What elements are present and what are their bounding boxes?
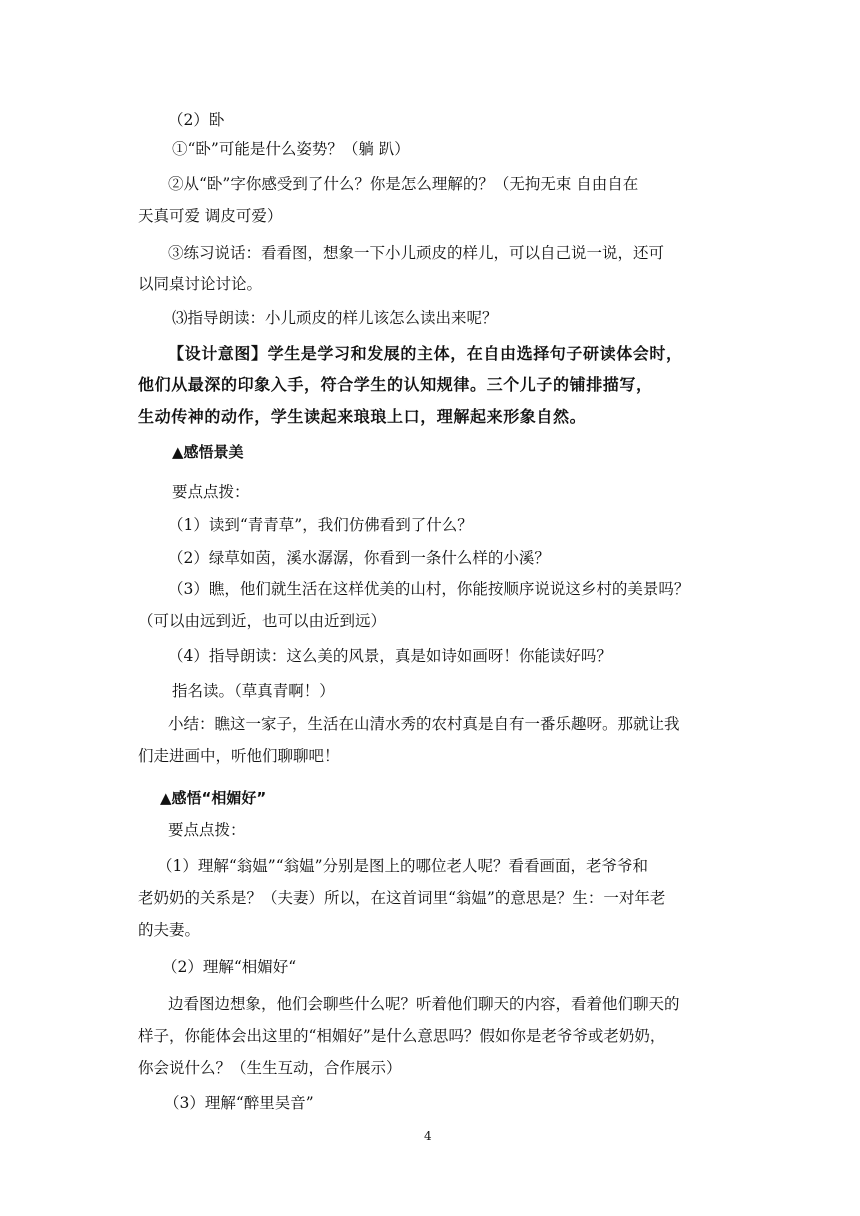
heading-xiangmeihao: ▲感悟“相媚好” <box>160 789 267 807</box>
design-intent-line2: 他们从最深的印象入手，符合学生的认知规律。三个儿子的铺排描写， <box>138 375 653 394</box>
key-points-label-2: 要点点拨： <box>168 821 246 839</box>
point-wengao-line2: 老奶奶的关系是？（夫妻）所以，在这首词里“翁媪”的意思是？生：一对年老 <box>138 889 666 907</box>
named-reading: 指名读。（草真青啊！） <box>172 682 335 700</box>
point-xiangmeihao-heading: （2）理解“相媚好“ <box>162 958 297 976</box>
section-heading-wo: （2）卧 <box>168 111 225 129</box>
point-zuili-wuyin: （3）理解“醉里吴音” <box>164 1094 314 1112</box>
imagine-line3: 你会说什么？（生生互动，合作展示） <box>138 1059 402 1077</box>
summary-line2: 们走进画中，听他们聊聊吧！ <box>138 747 340 765</box>
question-feeling-line2: 天真可爱 调皮可爱） <box>138 207 283 225</box>
key-points-label-1: 要点点拨： <box>172 483 250 501</box>
design-intent-line1: 【设计意图】学生是学习和发展的主体，在自由选择句子研读体会时， <box>168 344 683 363</box>
summary-line1: 小结：瞧这一家子，生活在山清水秀的农村真是自有一番乐趣呀。那就让我 <box>168 715 680 733</box>
speaking-practice-line1: ③练习说话：看看图，想象一下小儿顽皮的样儿，可以自己说一说，还可 <box>168 244 665 262</box>
page-number: 4 <box>424 1129 432 1143</box>
point-wengao-line1: （1）理解“翁媪”“翁媪”分别是图上的哪位老人呢？看看画面，老爷爷和 <box>157 857 649 875</box>
imagine-line1: 边看图边想象，他们会聊些什么呢？听着他们聊天的内容，看着他们聊天的 <box>168 995 680 1013</box>
design-intent-line3: 生动传神的动作，学生读起来琅琅上口，理解起来形象自然。 <box>138 407 587 426</box>
question-feeling-line1: ②从“卧”字你感受到了什么？你是怎么理解的？（无拘无束 自由自在 <box>168 175 639 193</box>
imagine-line2: 样子，你能体会出这里的“相媚好”是什么意思吗？假如你是老爷爷或老奶奶， <box>138 1027 666 1045</box>
speaking-practice-line2: 以同桌讨论讨论。 <box>138 275 263 293</box>
point-stream: （2）绿草如茵，溪水潺潺，你看到一条什么样的小溪？ <box>168 549 550 567</box>
point-village-line2: （可以由远到近，也可以由近到远） <box>138 612 387 630</box>
point-village-line1: （3）瞧，他们就生活在这样优美的山村，你能按顺序说说这乡村的美景吗？ <box>168 580 690 598</box>
question-posture: ①“卧”可能是什么姿势？（躺 趴） <box>172 140 410 158</box>
heading-scenery: ▲感悟景美 <box>172 443 244 461</box>
point-green-grass: （1）读到“青青草”，我们仿佛看到了什么？ <box>168 516 473 534</box>
point-wengao-line3: 的夫妻。 <box>138 921 201 939</box>
point-reading: （4）指导朗读：这么美的风景，真是如诗如画呀！你能读好吗？ <box>168 647 612 665</box>
reading-guidance: ⑶指导朗读：小儿顽皮的样儿该怎么读出来呢？ <box>172 309 498 327</box>
